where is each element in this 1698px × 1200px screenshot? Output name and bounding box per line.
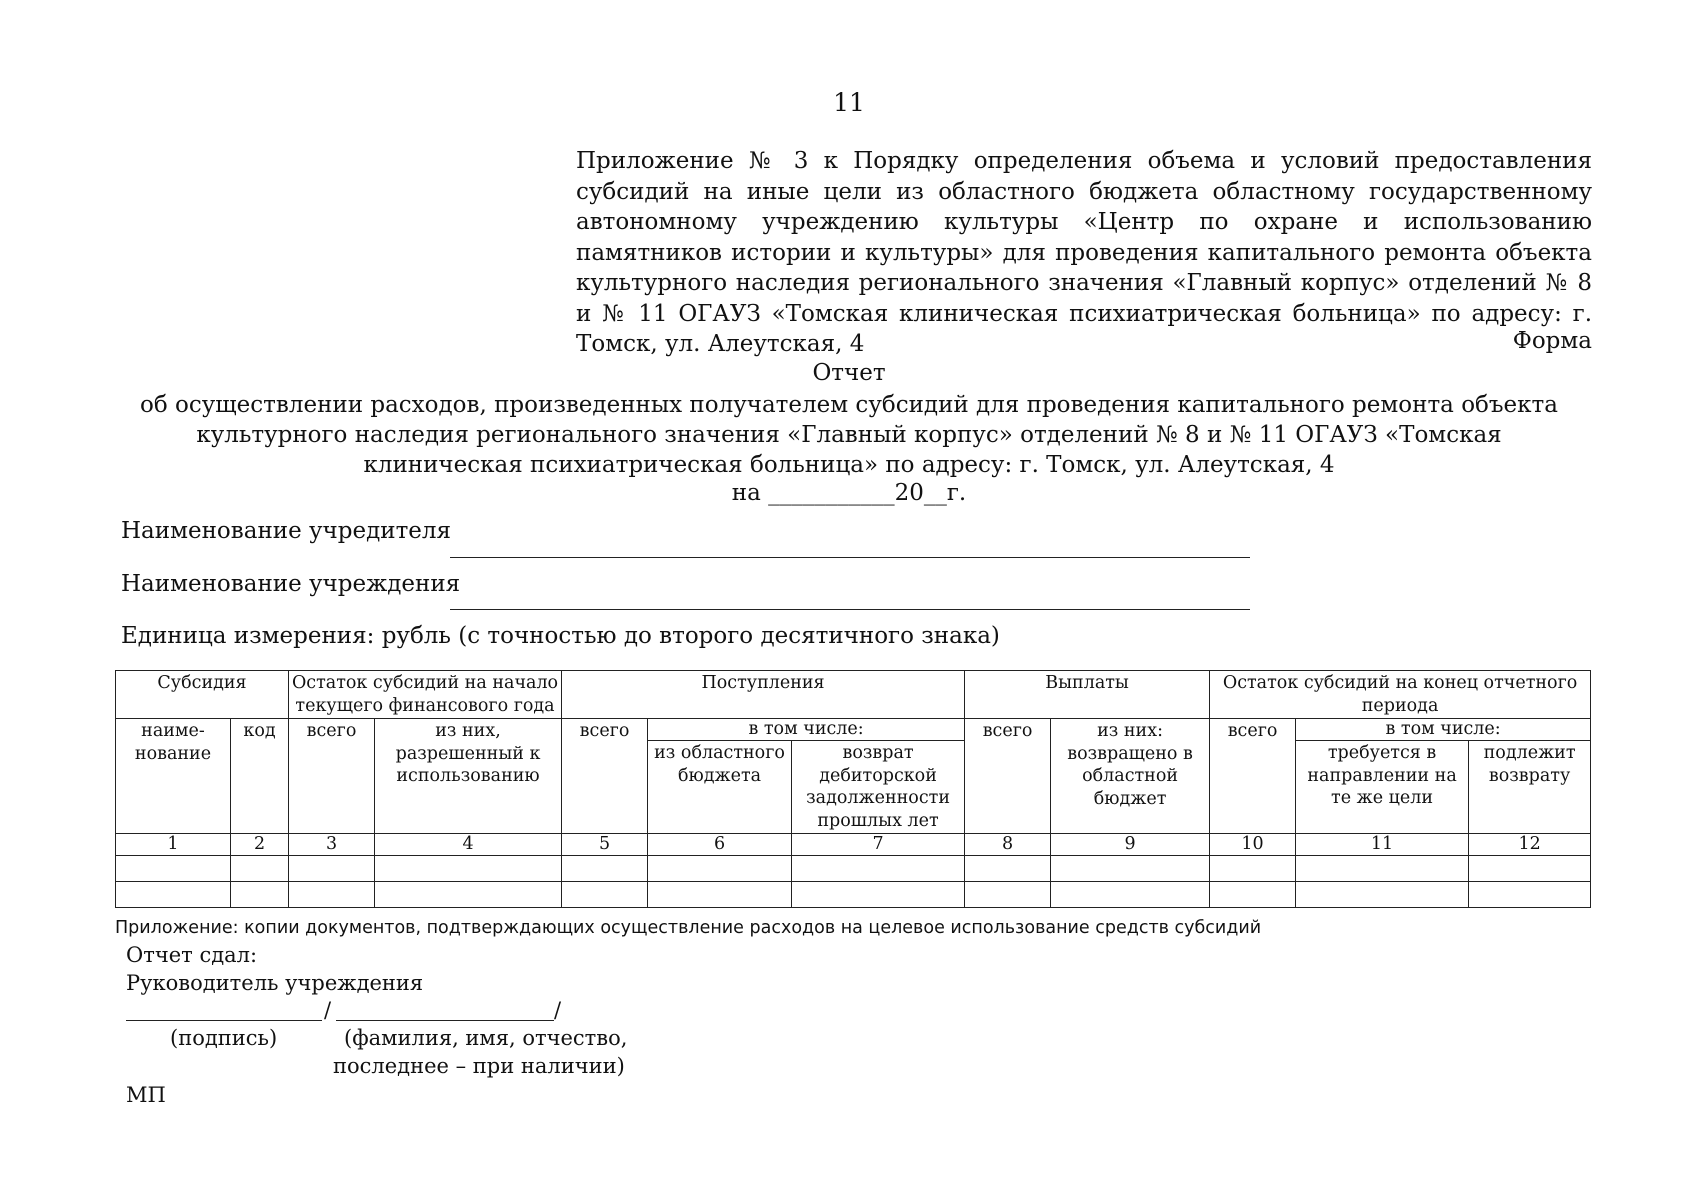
institution-field-line[interactable]: [450, 609, 1250, 610]
table-cell[interactable]: [792, 856, 965, 882]
table-cell[interactable]: [1296, 882, 1469, 908]
col-number: 10: [1210, 834, 1296, 856]
table-cell[interactable]: [562, 882, 648, 908]
col-number: 2: [231, 834, 289, 856]
col-number: 8: [965, 834, 1051, 856]
founder-field-line[interactable]: [450, 557, 1250, 558]
table-cell[interactable]: [1051, 882, 1210, 908]
col-number: 7: [792, 834, 965, 856]
subheader-to-return: подлежит возврату: [1469, 741, 1591, 834]
subheader-total-payments: всего: [965, 719, 1051, 834]
col-number: 1: [116, 834, 231, 856]
report-title: Отчет: [812, 360, 886, 386]
signature-line[interactable]: [126, 1020, 322, 1021]
subheader-code: код: [231, 719, 289, 834]
report-table: [115, 670, 1591, 908]
name-hint-line-1: (фамилия, имя, отчество,: [344, 1026, 628, 1050]
table-empty-row: [116, 856, 1591, 882]
table-subheader-row: [116, 719, 1591, 741]
col-number: 4: [375, 834, 562, 856]
table-cell[interactable]: [1051, 856, 1210, 882]
col-number: 11: [1296, 834, 1469, 856]
subheader-including-receipts: в том числе:: [648, 719, 965, 741]
header-receipts: Поступления: [562, 671, 965, 719]
founder-label: Наименование учредителя: [121, 518, 452, 544]
header-payments: Выплаты: [965, 671, 1210, 719]
col-number: 12: [1469, 834, 1591, 856]
table-cell[interactable]: [965, 856, 1051, 882]
header-balance-end: Остаток субсидий на конец отчетного периода: [1210, 671, 1591, 719]
subheader-total-receipts: всего: [562, 719, 648, 834]
report-subtitle: об осуществлении расходов, произведенных получателем субсидий для проведения капитального ремонта объекта культурного наследия регионального значения «Главный корпус» отделений № 8 и № 11 ОГАУЗ «Томская клиническая психиатрическая больница» по адресу: г. Томск, ул. Алеутская, 4: [140, 392, 1558, 478]
table-cell[interactable]: [375, 882, 562, 908]
subheader-allowed: из них, разрешенный к использованию: [375, 719, 562, 834]
subheader-from-regional: из областного бюджета: [648, 741, 792, 834]
attachment-note: Приложение: копии документов, подтверждающих осуществление расходов на целевое использование средств субсидий: [115, 918, 1262, 938]
col-number: 3: [289, 834, 375, 856]
units-line: Единица измерения: рубль (с точностью до второго десятичного знака): [121, 623, 1000, 649]
table-cell[interactable]: [231, 882, 289, 908]
table-cell[interactable]: [1469, 856, 1591, 882]
report-date-line: на ___________20__г.: [731, 480, 967, 506]
subheader-returned: из них: возвращено в областной бюджет: [1051, 719, 1210, 834]
table-empty-row: [116, 882, 1591, 908]
col-number: 6: [648, 834, 792, 856]
subheader-including-end: в том числе:: [1296, 719, 1591, 741]
submitted-label: Отчет сдал:: [126, 943, 258, 967]
appendix-header: Приложение № 3 к Порядку определения объема и условий предоставления субсидий на иные цели из областного бюджета областному государственному автономному учреждению культуры «Центр по охране и использованию памятников истории и культуры» для проведения капитального ремонта объекта культурного наследия регионального значения «Главный корпус» отделений № 8 и № 11 ОГАУЗ «Томская клиническая психиатрическая больница» по адресу: г. Томск, ул. Алеутская, 4: [576, 148, 1592, 357]
table-cell[interactable]: [1296, 856, 1469, 882]
table-cell[interactable]: [116, 856, 231, 882]
form-label: Форма: [1512, 328, 1592, 354]
table-cell[interactable]: [289, 856, 375, 882]
header-balance-start: Остаток субсидий на начало текущего финансового года: [289, 671, 562, 719]
page-number: 11: [833, 88, 865, 117]
table-cell[interactable]: [289, 882, 375, 908]
table-cell[interactable]: [562, 856, 648, 882]
table-cell[interactable]: [231, 856, 289, 882]
subheader-total-end: всего: [1210, 719, 1296, 834]
subheader-return-receivables: возврат дебиторской задолженности прошлых лет: [792, 741, 965, 834]
signature-slash-end: /: [554, 998, 562, 1022]
table-cell[interactable]: [375, 856, 562, 882]
table-cell[interactable]: [648, 856, 792, 882]
table-cell[interactable]: [1210, 856, 1296, 882]
head-label: Руководитель учреждения: [126, 971, 424, 995]
subheader-total-start: всего: [289, 719, 375, 834]
name-line[interactable]: [336, 1020, 554, 1021]
table-cell[interactable]: [965, 882, 1051, 908]
subheader-name: наиме-нование: [116, 719, 231, 834]
seal-label: МП: [126, 1083, 166, 1107]
name-hint-line-2: последнее – при наличии): [333, 1054, 625, 1078]
signature-slash: /: [324, 998, 332, 1022]
subheader-required-same: требуется в направлении на те же цели: [1296, 741, 1469, 834]
signature-hint: (подпись): [170, 1026, 278, 1050]
institution-label: Наименование учреждения: [121, 571, 461, 597]
table-cell[interactable]: [116, 882, 231, 908]
header-subsidy: Субсидия: [116, 671, 289, 719]
table-cell[interactable]: [648, 882, 792, 908]
table-numbers-row: [116, 834, 1591, 856]
col-number: 9: [1051, 834, 1210, 856]
table-cell[interactable]: [792, 882, 965, 908]
col-number: 5: [562, 834, 648, 856]
table-cell[interactable]: [1210, 882, 1296, 908]
table-header-row: [116, 671, 1591, 719]
table-cell[interactable]: [1469, 882, 1591, 908]
